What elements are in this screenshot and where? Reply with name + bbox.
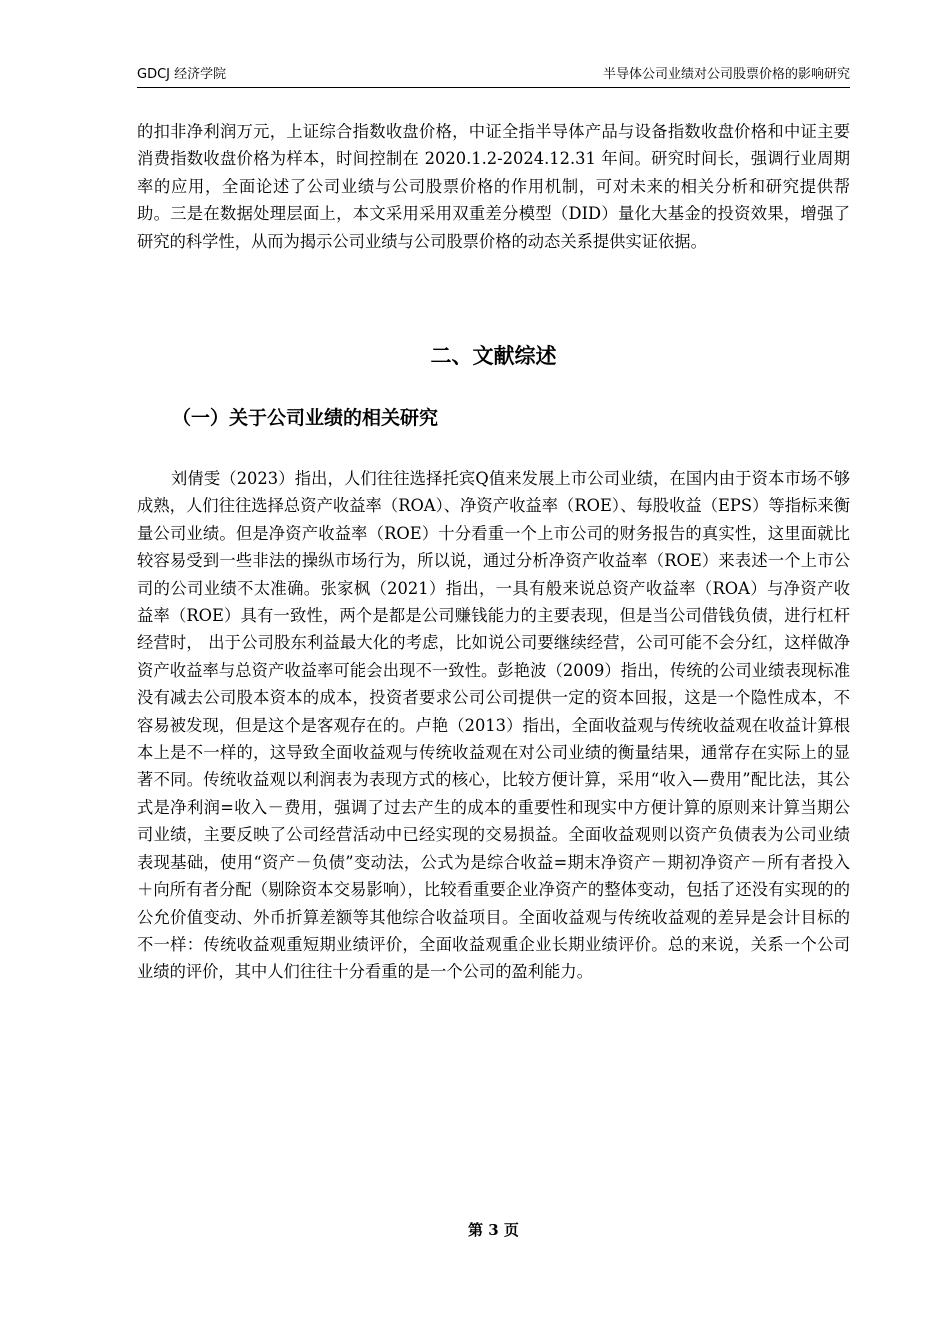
body-paragraph-continued: 的扣非净利润万元，上证综合指数收盘价格，中证全指半导体产品与设备指数收盘价格和中证主要消费指数收盘价格为样本，时间控制在 2020.1.2-2024.12.31 年间。研究时间长，强调行业周期率的应用，全面论述了公司业绩与公司股票价格的作用机制，可对未来的相关分析和研究提供帮助。三是在数据处理层面上，本文采用采用双重差分模型（DID）量化大基金的投资效果，增强了研究的科学性，从而为揭示公司业绩与公司股票价格的动态关系提供实证依据。 (137, 122, 850, 251)
subsection-title: （一）关于公司业绩的相关研究 (172, 407, 439, 429)
header-thesis-title: 半导体公司业绩对公司股票价格的影响研究 (602, 67, 850, 82)
header-school-name: GDCJ 经济学院 (137, 67, 227, 82)
section-title: 二、文献综述 (430, 344, 557, 368)
page-header (137, 64, 850, 86)
body-paragraph-literature: 刘倩雯（2023）指出，人们往往选择托宾Q值来发展上市公司业绩，在国内由于资本市场不够成熟，人们往往选择总资产收益率（ROA）、净资产收益率（ROE）、每股收益（EPS）等指标来衡量公司业绩。但是净资产收益率（ROE）十分看重一个上市公司的财务报告的真实性，这里面就比较容易受到一些非法的操纵市场行为，所以说，通过分析净资产收益率（ROE）来表述一个上市公司的公司业绩不太准确。张家枫（2021）指出，一具有般来说总资产收益率（ROA）与净资产收益率（ROE）具有一致性，两个是都是公司赚钱能力的主要表现，但是当公司借钱负债，进行杠杆经营时， 出于公司股东利益最大化的考虑，比如说公司要继续经营，公司可能不会分红，这样做净资产收益率与总资产收益率可能会出现不一致性。彭艳波（2009）指出，传统的公司业绩表现标准没有减去公司股本资本的成本，投资者要求公司公司提供一定的资本回报，这是一个隐性成本，不容易被发现，但是这个是客观存在的。卢艳（2013）指出，全面收益观与传统收益观在收益计算根本上是不一样的，这导致全面收益观与传统收益观在对公司业绩的衡量结果，通常存在实际上的显著不同。传统收益观以利润表为表现方式的核心，比较方便计算，采用“收入—费用”配比法，其公式是净利润=收入－费用，强调了过去产生的成本的重要性和现实中方便计算的原则来计算当期公司业绩，主要反映了公司经营活动中已经实现的交易损益。全面收益观则以资产负债表为公司业绩表现基础，使用“资产－负债”变动法，公式为是综合收益=期末净资产－期初净资产－所有者投入＋向所有者分配（剔除资本交易影响），比较看重要企业净资产的整体变动，包括了还没有实现的的公允价值变动、外币折算差额等其他综合收益项目。全面收益观与传统收益观的差异是会计目标的不一样：传统收益观重短期业绩评价，全面收益观重企业长期业绩评价。总的来说，关系一个公司业绩的评价，其中人们往往十分看重的是一个公司的盈利能力。 (137, 469, 850, 982)
header-divider (137, 87, 850, 88)
page-number: 第 3 页 (468, 1221, 519, 1239)
